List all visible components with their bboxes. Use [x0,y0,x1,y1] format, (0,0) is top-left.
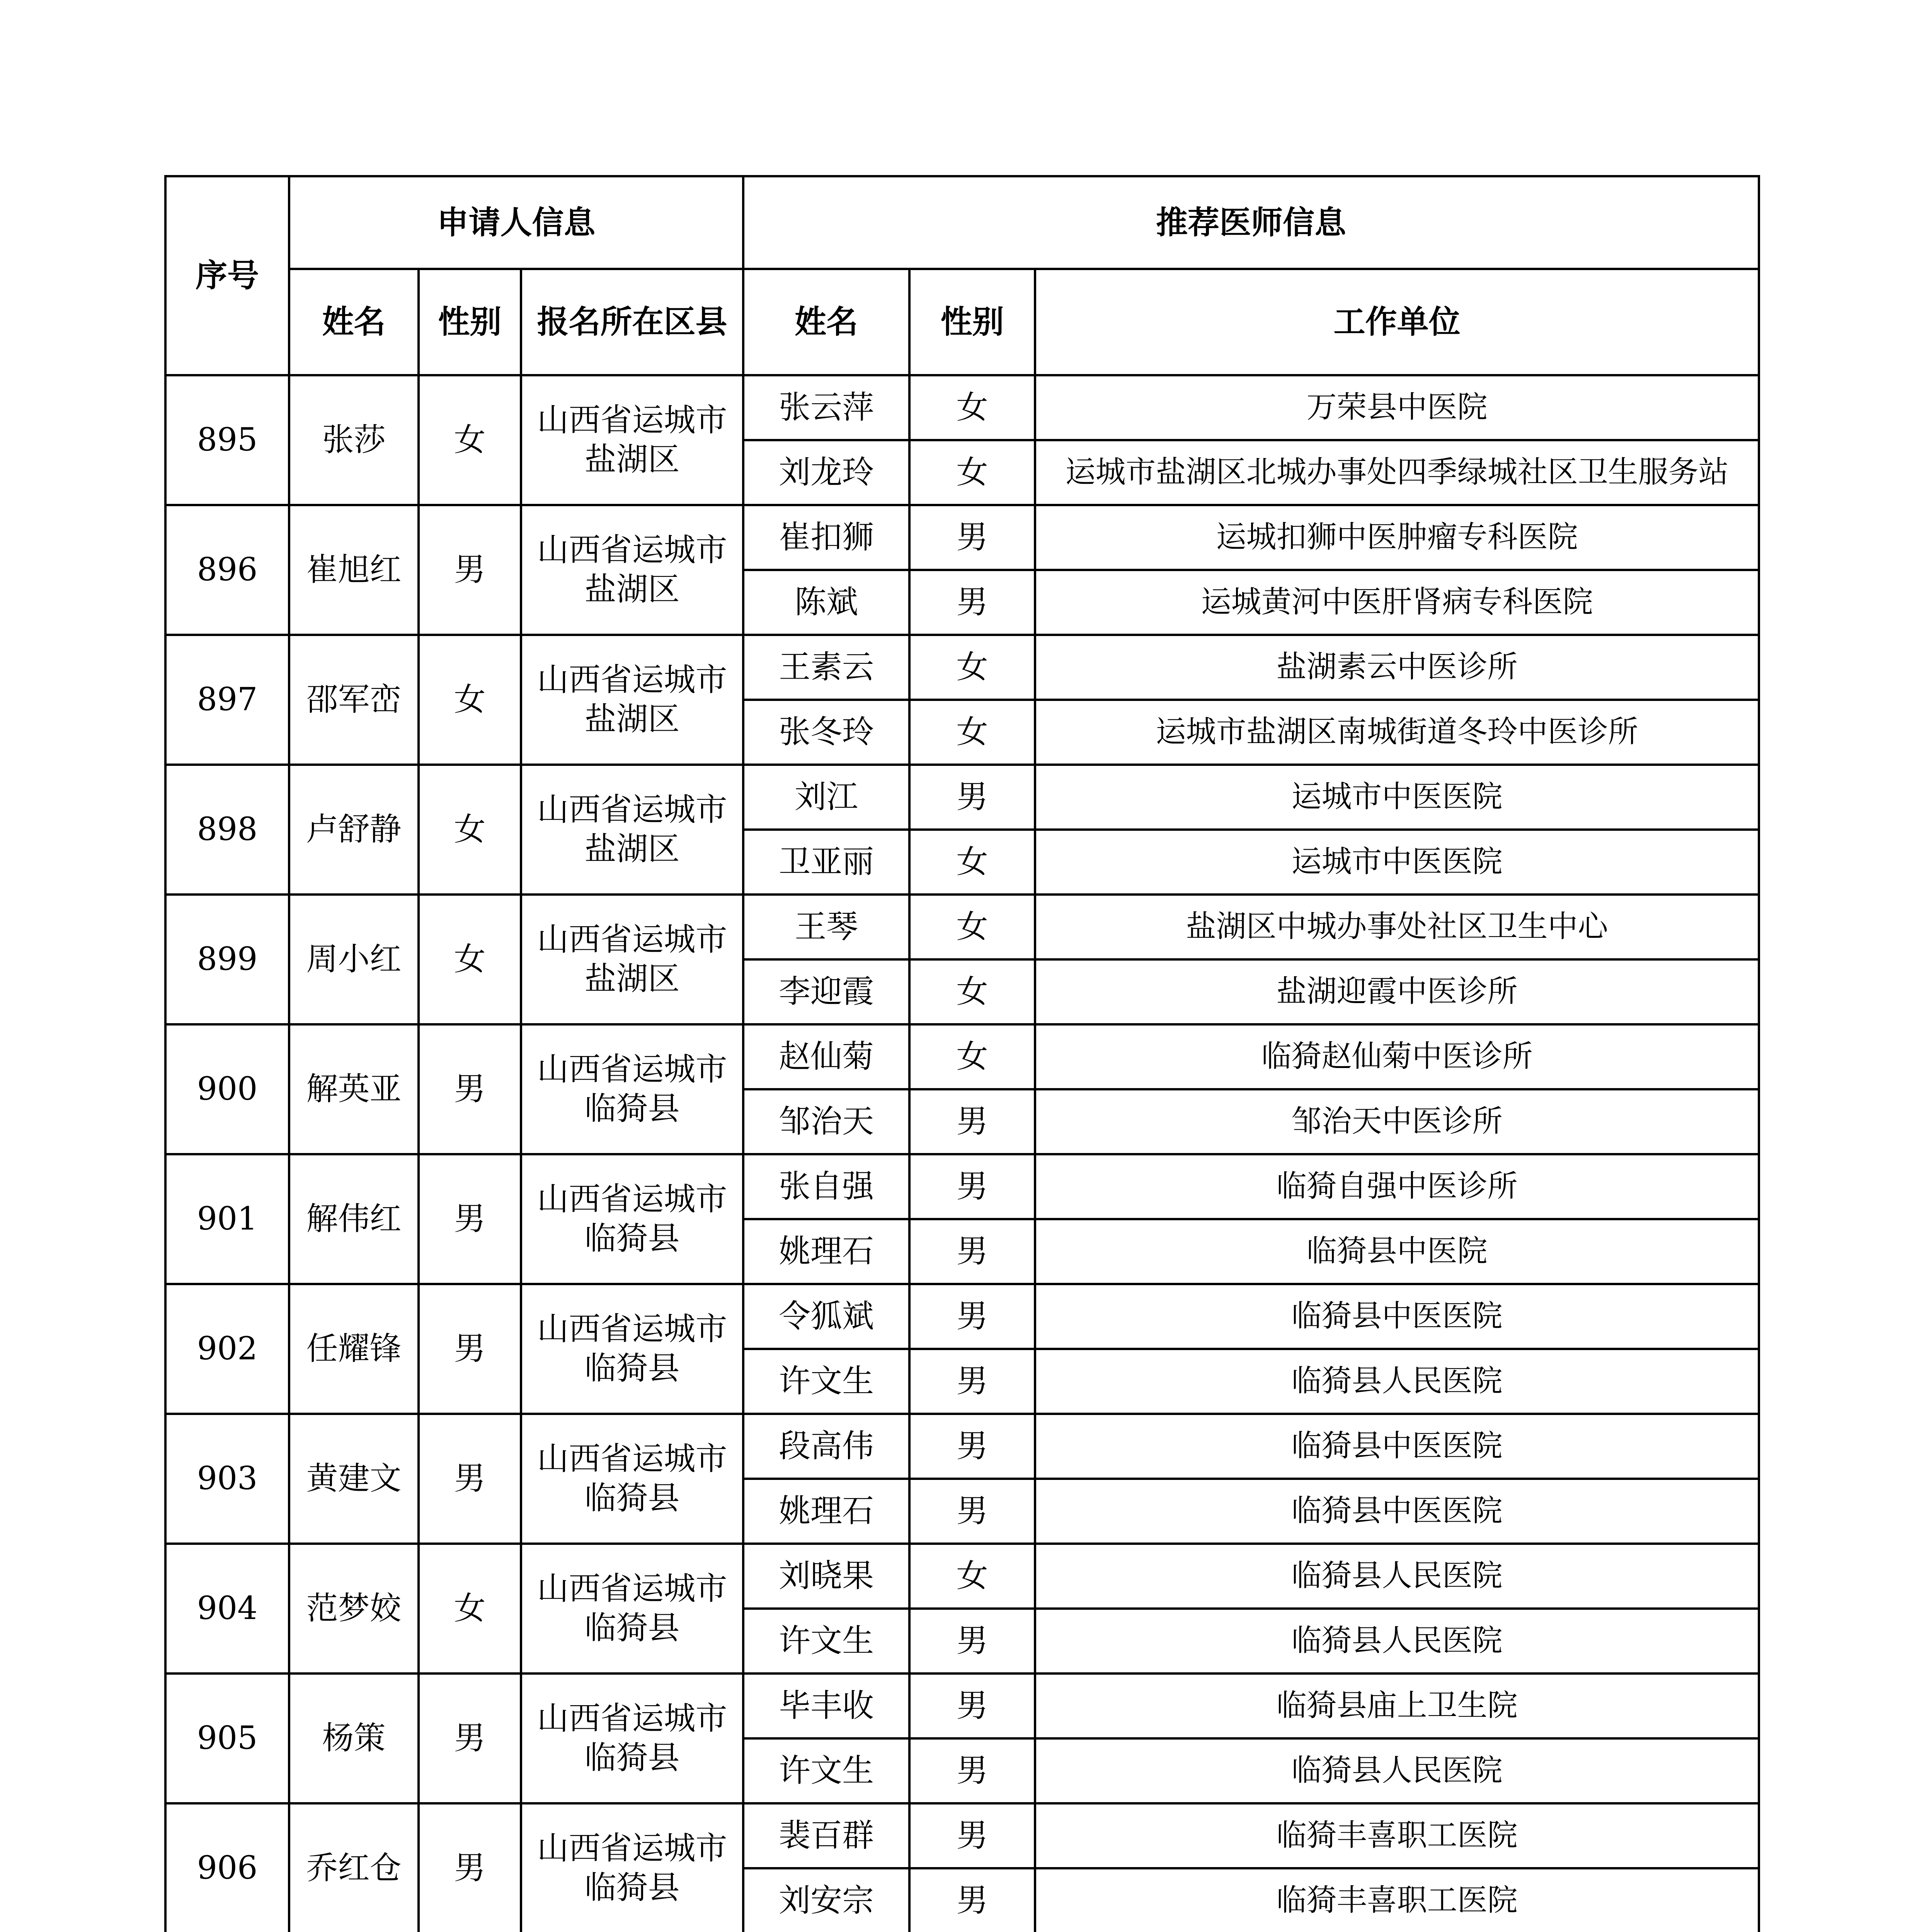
cell-doctor-gender: 男 [909,1349,1035,1414]
cell-region: 山西省运城市临猗县 [521,1154,743,1284]
header-region: 报名所在区县 [521,269,743,375]
cell-doctor-name: 李迎霞 [743,959,909,1024]
cell-seq: 903 [165,1414,289,1544]
cell-seq: 896 [165,505,289,635]
cell-doctor-gender: 男 [909,1284,1035,1349]
cell-applicant-name: 杨策 [289,1673,419,1803]
cell-applicant-name: 解英亚 [289,1024,419,1154]
cell-doctor-name: 赵仙菊 [743,1024,909,1089]
cell-applicant-gender: 女 [419,1544,521,1673]
cell-work-unit: 临猗县中医医院 [1035,1284,1759,1349]
cell-seq: 904 [165,1544,289,1673]
cell-work-unit: 临猗县中医医院 [1035,1479,1759,1544]
cell-work-unit: 运城市盐湖区南城街道冬玲中医诊所 [1035,700,1759,765]
cell-doctor-name: 刘江 [743,765,909,830]
cell-region: 山西省运城市盐湖区 [521,765,743,895]
recommendation-table [164,175,1760,1932]
cell-applicant-gender: 男 [419,505,521,635]
cell-doctor-gender: 女 [909,1024,1035,1089]
cell-work-unit: 临猗丰喜职工医院 [1035,1803,1759,1868]
cell-doctor-gender: 男 [909,765,1035,830]
cell-applicant-gender: 男 [419,1414,521,1544]
cell-region: 山西省运城市临猗县 [521,1024,743,1154]
cell-doctor-gender: 男 [909,1414,1035,1479]
cell-work-unit: 临猗县中医医院 [1035,1414,1759,1479]
cell-doctor-name: 张冬玲 [743,700,909,765]
cell-doctor-name: 张云萍 [743,375,909,440]
cell-seq: 900 [165,1024,289,1154]
cell-applicant-gender: 女 [419,765,521,895]
cell-applicant-name: 邵军峦 [289,635,419,765]
cell-region: 山西省运城市盐湖区 [521,635,743,765]
cell-work-unit: 临猗县庙上卫生院 [1035,1673,1759,1738]
cell-work-unit: 运城市中医医院 [1035,765,1759,830]
header-doctor-group: 推荐医师信息 [743,176,1759,269]
cell-doctor-name: 卫亚丽 [743,830,909,895]
cell-applicant-name: 张莎 [289,375,419,505]
cell-seq: 905 [165,1673,289,1803]
cell-doctor-gender: 女 [909,700,1035,765]
cell-seq: 906 [165,1803,289,1932]
table-row [165,1414,1759,1479]
table-row [165,895,1759,959]
table-body [165,375,1759,1932]
cell-doctor-gender: 女 [909,635,1035,700]
cell-work-unit: 邹治天中医诊所 [1035,1089,1759,1154]
cell-doctor-gender: 男 [909,1803,1035,1868]
cell-doctor-name: 王素云 [743,635,909,700]
cell-work-unit: 盐湖迎霞中医诊所 [1035,959,1759,1024]
header-row-group [165,176,1759,269]
cell-doctor-gender: 女 [909,895,1035,959]
header-applicant-group: 申请人信息 [289,176,743,269]
cell-work-unit: 运城市盐湖区北城办事处四季绿城社区卫生服务站 [1035,440,1759,505]
cell-doctor-name: 许文生 [743,1609,909,1673]
cell-seq: 897 [165,635,289,765]
cell-applicant-gender: 男 [419,1154,521,1284]
cell-work-unit: 临猗自强中医诊所 [1035,1154,1759,1219]
cell-doctor-gender: 女 [909,440,1035,505]
cell-region: 山西省运城市临猗县 [521,1803,743,1932]
header-seq: 序号 [165,176,289,375]
cell-doctor-gender: 男 [909,1479,1035,1544]
table-row [165,1024,1759,1089]
cell-work-unit: 盐湖素云中医诊所 [1035,635,1759,700]
cell-doctor-gender: 男 [909,1738,1035,1803]
cell-doctor-gender: 男 [909,1219,1035,1284]
cell-seq: 899 [165,895,289,1024]
cell-doctor-name: 刘晓果 [743,1544,909,1609]
cell-region: 山西省运城市临猗县 [521,1414,743,1544]
cell-doctor-name: 许文生 [743,1738,909,1803]
table-row [165,1284,1759,1349]
cell-work-unit: 临猗县人民医院 [1035,1609,1759,1673]
cell-work-unit: 临猗县人民医院 [1035,1738,1759,1803]
header-name: 姓名 [289,269,419,375]
cell-work-unit: 临猗县人民医院 [1035,1349,1759,1414]
cell-applicant-gender: 女 [419,635,521,765]
cell-work-unit: 盐湖区中城办事处社区卫生中心 [1035,895,1759,959]
header-doctor-name: 姓名 [743,269,909,375]
cell-doctor-gender: 男 [909,1609,1035,1673]
cell-region: 山西省运城市盐湖区 [521,895,743,1024]
cell-doctor-name: 邹治天 [743,1089,909,1154]
cell-seq: 902 [165,1284,289,1414]
cell-applicant-name: 乔红仓 [289,1803,419,1932]
cell-applicant-name: 卢舒静 [289,765,419,895]
table-row [165,375,1759,440]
cell-applicant-gender: 女 [419,375,521,505]
cell-doctor-gender: 男 [909,1154,1035,1219]
cell-doctor-name: 陈斌 [743,570,909,635]
cell-doctor-gender: 女 [909,959,1035,1024]
cell-doctor-gender: 男 [909,1868,1035,1932]
cell-region: 山西省运城市盐湖区 [521,505,743,635]
table-row [165,765,1759,830]
cell-applicant-gender: 女 [419,895,521,1024]
cell-doctor-gender: 男 [909,1089,1035,1154]
cell-doctor-name: 刘安宗 [743,1868,909,1932]
cell-doctor-name: 刘龙玲 [743,440,909,505]
cell-doctor-name: 令狐斌 [743,1284,909,1349]
cell-doctor-name: 段高伟 [743,1414,909,1479]
cell-region: 山西省运城市临猗县 [521,1544,743,1673]
header-work-unit: 工作单位 [1035,269,1759,375]
table-row [165,1673,1759,1738]
cell-region: 山西省运城市盐湖区 [521,375,743,505]
cell-applicant-gender: 男 [419,1024,521,1154]
cell-applicant-name: 范梦姣 [289,1544,419,1673]
table-row [165,635,1759,700]
cell-doctor-name: 裴百群 [743,1803,909,1868]
cell-work-unit: 运城扣狮中医肿瘤专科医院 [1035,505,1759,570]
cell-doctor-gender: 男 [909,1673,1035,1738]
cell-doctor-name: 姚理石 [743,1479,909,1544]
cell-work-unit: 运城黄河中医肝肾病专科医院 [1035,570,1759,635]
cell-applicant-name: 崔旭红 [289,505,419,635]
table-row [165,505,1759,570]
cell-applicant-gender: 男 [419,1673,521,1803]
table-row [165,1154,1759,1219]
cell-region: 山西省运城市临猗县 [521,1284,743,1414]
cell-doctor-gender: 男 [909,505,1035,570]
table-row [165,1544,1759,1609]
cell-doctor-gender: 女 [909,830,1035,895]
cell-doctor-name: 王琴 [743,895,909,959]
cell-seq: 901 [165,1154,289,1284]
cell-applicant-name: 任耀锋 [289,1284,419,1414]
cell-applicant-gender: 男 [419,1284,521,1414]
cell-doctor-name: 许文生 [743,1349,909,1414]
cell-doctor-gender: 女 [909,1544,1035,1609]
cell-region: 山西省运城市临猗县 [521,1673,743,1803]
cell-applicant-gender: 男 [419,1803,521,1932]
cell-doctor-name: 毕丰收 [743,1673,909,1738]
cell-doctor-name: 崔扣狮 [743,505,909,570]
cell-work-unit: 万荣县中医院 [1035,375,1759,440]
cell-applicant-name: 黄建文 [289,1414,419,1544]
cell-work-unit: 临猗丰喜职工医院 [1035,1868,1759,1932]
cell-doctor-gender: 女 [909,375,1035,440]
cell-work-unit: 临猗赵仙菊中医诊所 [1035,1024,1759,1089]
cell-applicant-name: 周小红 [289,895,419,1024]
cell-doctor-name: 张自强 [743,1154,909,1219]
cell-work-unit: 运城市中医医院 [1035,830,1759,895]
header-row-columns [165,269,1759,375]
table-row [165,1803,1759,1868]
cell-doctor-gender: 男 [909,570,1035,635]
cell-applicant-name: 解伟红 [289,1154,419,1284]
header-gender: 性别 [419,269,521,375]
cell-work-unit: 临猗县人民医院 [1035,1544,1759,1609]
cell-seq: 895 [165,375,289,505]
cell-doctor-name: 姚理石 [743,1219,909,1284]
cell-work-unit: 临猗县中医院 [1035,1219,1759,1284]
cell-seq: 898 [165,765,289,895]
header-doctor-gender: 性别 [909,269,1035,375]
